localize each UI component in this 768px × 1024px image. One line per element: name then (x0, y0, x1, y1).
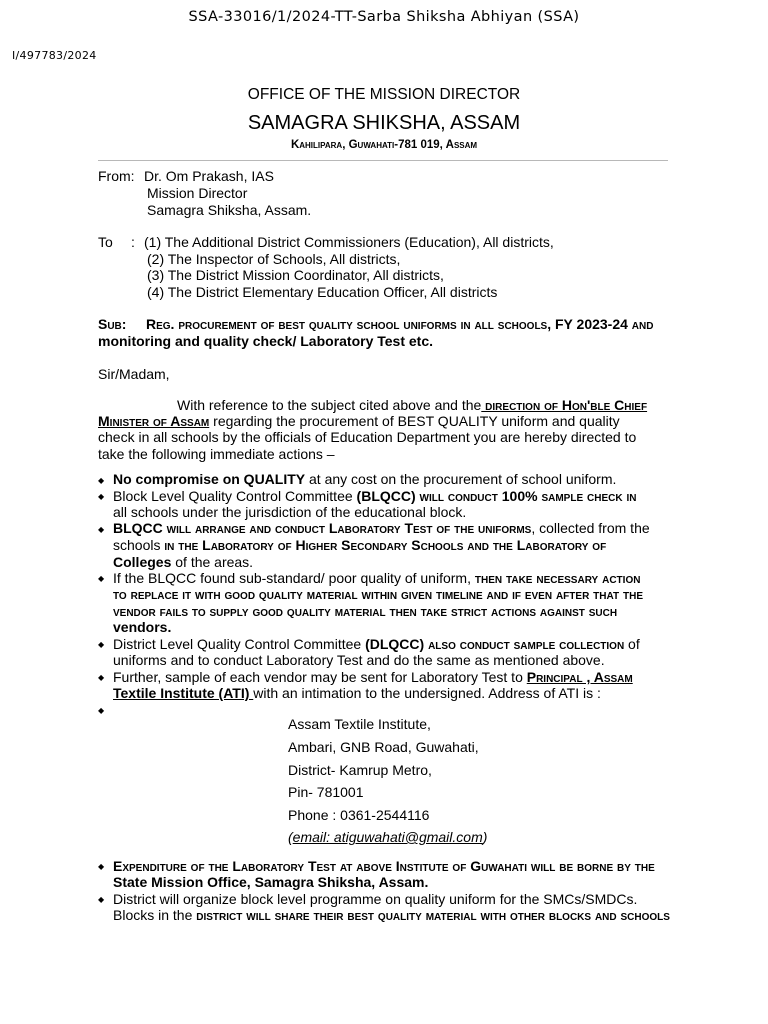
bullet-3-text: schools (113, 537, 161, 553)
bullet-icon: ◆ (98, 673, 105, 682)
ati-address-line: Ambari, GNB Road, Guwahati, (288, 739, 479, 755)
bullet-4-line-1 (113, 570, 669, 586)
office-address: Kahilipara, Guwahati-781 019, Assam (290, 139, 478, 151)
from-designation: Mission Director (147, 185, 248, 201)
closing-2-line-2 (113, 907, 677, 923)
from-name: Dr. Om Prakash, IAS (144, 168, 274, 184)
file-reference-header: SSA-33016/1/2024-TT-Sarba Shiksha Abhiyan (SSA) (188, 9, 580, 25)
recipient-item: (1) The Additional District Commissioners (Education), All districts, (144, 234, 554, 250)
bullet-2-bold: (BLQCC) will conduct 100% sample check in (356, 488, 637, 504)
bullet-1 (113, 471, 616, 487)
bullet-3-line-2 (113, 537, 677, 553)
bullet-6-text: with an intimation to the undersigned. Address of ATI is : (253, 685, 601, 701)
bullet-icon: ◆ (98, 525, 105, 534)
bullet-2-line-2: all schools under the jurisdiction of the educational block. (113, 504, 467, 520)
closing-1-line-1: Expenditure of the Laboratory Test at above Institute of Guwahati will be borne by the (113, 858, 655, 874)
ati-address-line: Assam Textile Institute, (288, 716, 431, 732)
from-label: From: (98, 168, 135, 184)
bullet-6-ati: Textile Institute (ATI) (113, 685, 254, 701)
bullet-5-line-1 (113, 636, 669, 652)
bullet-5-text: District Level Quality Control Committee (113, 636, 366, 652)
bullet-3-text: , collected from the (531, 520, 650, 536)
ati-email-link[interactable]: email: atiguwahati@gmail.com (292, 829, 483, 845)
bullet-3-line-1 (113, 520, 669, 536)
recipient-item: (2) The Inspector of Schools, All districts, (147, 251, 401, 267)
bullet-6-principal: Principal , Assam (526, 669, 633, 685)
bullet-6-line-1 (113, 669, 669, 685)
office-title: OFFICE OF THE MISSION DIRECTOR (247, 86, 521, 103)
subject-line-2: monitoring and quality check/ Laboratory Test etc. (98, 333, 434, 349)
intro-line-4: take the following immediate actions – (98, 446, 335, 462)
bullet-6-line-2 (113, 685, 601, 701)
recipient-item: (4) The District Elementary Education Officer, All districts (147, 284, 498, 300)
paren: ) (482, 829, 488, 845)
bullet-3-line-3 (113, 554, 253, 570)
closing-2-text: Blocks in the (113, 907, 197, 923)
receipt-number: I/497783/2024 (12, 49, 97, 62)
ati-address-line: District- Kamrup Metro, (288, 762, 432, 778)
bullet-icon: ◆ (98, 476, 105, 485)
subject-label: Sub: (98, 316, 127, 332)
bullet-icon: ◆ (98, 862, 105, 871)
from-organization: Samagra Shiksha, Assam. (147, 202, 312, 218)
bullet-4-line-4: vendors. (113, 619, 172, 635)
bullet-4-text: If the BLQCC found sub-standard/ poor quality of uniform, (113, 570, 471, 586)
intro-chief-minister: Minister of Assam (98, 413, 210, 429)
intro-text: regarding the procurement of BEST QUALITY uniform and quality (209, 413, 620, 429)
bullet-icon: ◆ (98, 895, 105, 904)
letterhead-divider (98, 160, 668, 161)
bullet-3-bold: BLQCC will arrange and conduct Laboratory Test of the uniforms (113, 520, 532, 536)
bullet-3-text: of the areas. (171, 554, 254, 570)
intro-line-1 (177, 397, 647, 413)
ati-email-line (288, 829, 487, 845)
subject-line-1: Reg. procurement of best quality school uniforms in all schools, FY 2023-24 and (146, 316, 654, 332)
bullet-3-bold: Colleges (113, 554, 172, 570)
closing-2-line-1: District will organize block level programme on quality uniform for the SMCs/SMDCs. (113, 891, 638, 907)
salutation: Sir/Madam, (98, 366, 170, 382)
organization-name: SAMAGRA SHIKSHA, ASSAM (247, 112, 521, 134)
bullet-4-line-2: to replace it with good quality material within given timeline and if even after that the (113, 586, 643, 602)
bullet-5-text: of (624, 636, 640, 652)
bullet-icon: ◆ (98, 574, 105, 583)
bullet-2-text: Block Level Quality Control Committee (113, 488, 357, 504)
intro-line-3: check in all schools by the officials of Education Department you are hereby directed to (98, 429, 637, 445)
bullet-5-bold: (DLQCC) also conduct sample collection (365, 636, 625, 652)
bullet-1-text: at any cost on the procurement of school uniform. (305, 471, 617, 487)
intro-line-2 (98, 413, 620, 429)
bullet-icon: ◆ (98, 492, 105, 501)
bullet-icon: ◆ (98, 706, 105, 715)
bullet-3-bold: in the Laboratory of Higher Secondary Schools and the Laboratory of (160, 537, 607, 553)
bullet-4-line-3: vendor fails to supply good quality material then take strict actions against such (113, 603, 618, 619)
intro-direction: direction of Hon'ble Chief (481, 397, 648, 413)
intro-text: With reference to the subject cited above and the (177, 397, 482, 413)
ati-phone: Phone : 0361-2544116 (288, 807, 430, 823)
to-colon: : (131, 234, 135, 250)
closing-1-line-2: State Mission Office, Samagra Shiksha, Assam. (113, 874, 429, 890)
to-label: To (98, 234, 113, 250)
bullet-icon: ◆ (98, 640, 105, 649)
recipient-item: (3) The District Mission Coordinator, All districts, (147, 267, 444, 283)
bullet-5-line-2: uniforms and to conduct Laboratory Test and do the same as mentioned above. (113, 652, 605, 668)
bullet-2-line-1 (113, 488, 669, 504)
bullet-1-bold: No compromise on QUALITY (113, 471, 306, 487)
paren: ( (288, 829, 293, 845)
ati-address-line: Pin- 781001 (288, 784, 364, 800)
bullet-4-bold: then take necessary action (470, 570, 641, 586)
bullet-6-text: Further, sample of each vendor may be sent for Laboratory Test to (113, 669, 527, 685)
closing-2-bold: district will share their best quality material with other blocks and schools (196, 907, 670, 923)
